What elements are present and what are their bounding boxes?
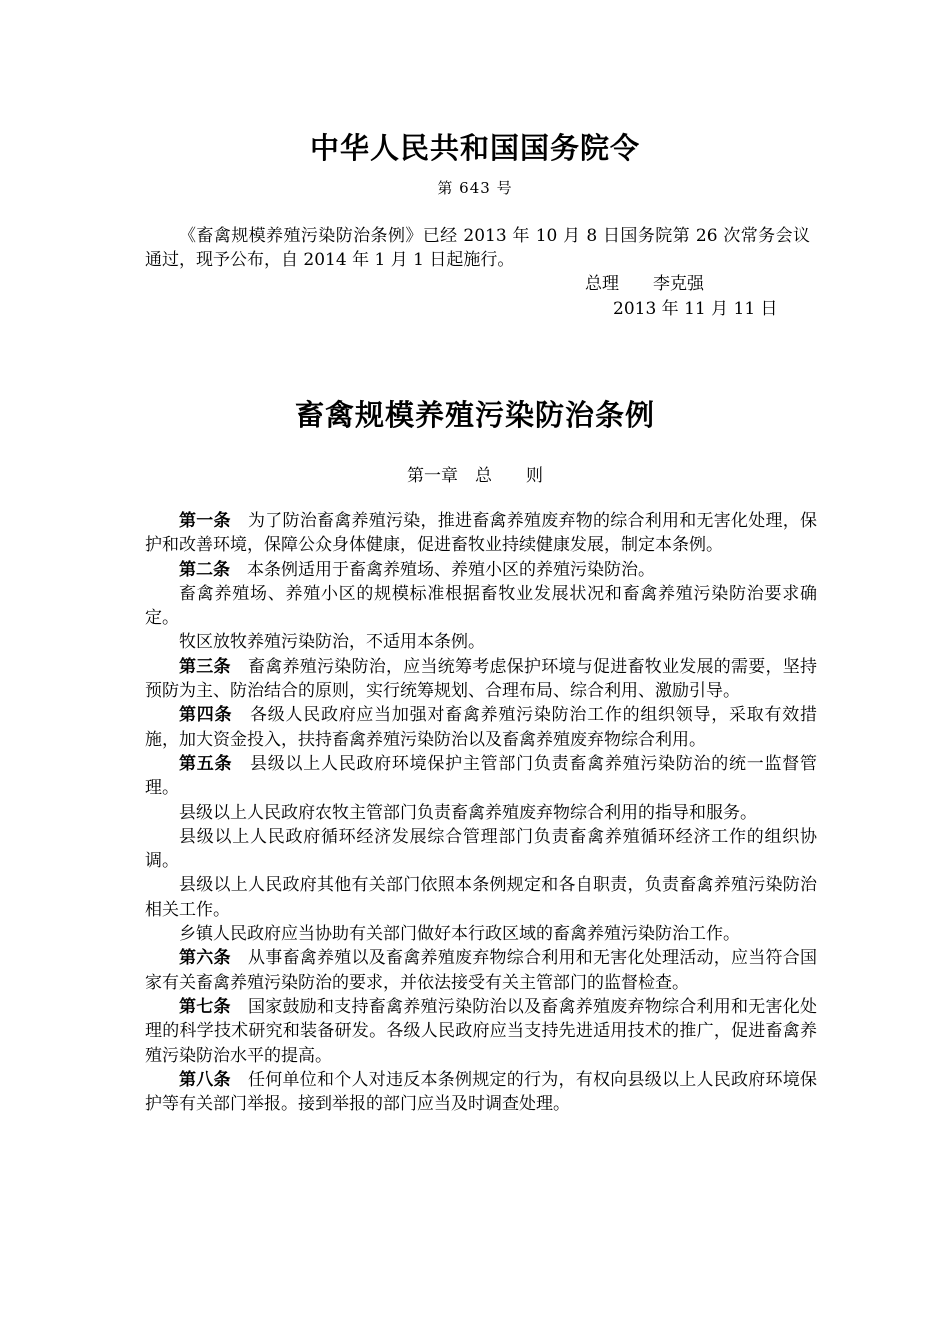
article-text: 本条例适用于畜禽养殖场、养殖小区的养殖污染防治。 (247, 559, 655, 580)
article-subparagraph (145, 582, 817, 631)
decree-signer: 总理 李克强 (585, 274, 704, 294)
article-text: 为了防治畜禽养殖污染，推进畜禽养殖废弃物的综合利用和无害化处理，保护和改善环境，保障公众身体健康，促进畜牧业持续健康发展，制定本条例。 (145, 511, 817, 556)
article-text: 畜禽养殖场、养殖小区的规模标准根据畜牧业发展状况和畜禽养殖污染防治要求确定。 (145, 583, 817, 629)
article-text: 畜禽养殖污染防治，应当统筹考虑保护环境与促进畜牧业发展的需要，坚持预防为主、防治结合的原则，实行统筹规划、合理布局、综合利用、激励引导。 (145, 656, 817, 702)
chapter-heading: 第一章 总 则 (407, 466, 543, 486)
article-text: 县级以上人民政府农牧主管部门负责畜禽养殖废弃物综合利用的指导和服务。 (179, 802, 757, 823)
article-label: 第三条 (179, 656, 231, 677)
article-paragraph (145, 1068, 817, 1117)
article-text: 县级以上人民政府循环经济发展综合管理部门负责畜禽养殖循环经济工作的组织协调。 (145, 826, 817, 872)
article-paragraph (145, 995, 817, 1068)
decree-date: 2013 年 11 月 11 日 (613, 299, 778, 319)
article-subparagraph (145, 801, 817, 825)
article-text: 任何单位和个人对违反本条例规定的行为，有权向县级以上人民政府环境保护等有关部门举报。接到举报的部门应当及时调查处理。 (145, 1069, 817, 1115)
article-label: 第八条 (179, 1069, 231, 1090)
article-label: 第七条 (179, 996, 231, 1017)
article-text: 县级以上人民政府环境保护主管部门负责畜禽养殖污染防治的统一监督管理。 (145, 753, 818, 799)
article-paragraph (145, 655, 817, 704)
article-subparagraph (145, 825, 817, 874)
article-paragraph (145, 752, 817, 801)
decree-title: 中华人民共和国国务院令 (309, 131, 640, 165)
decree-text: 《畜禽规模养殖污染防治条例》已经 2013 年 10 月 8 日国务院第 26 次常务会议通过，现予公布，自 2014 年 1 月 1 日起施行。 (145, 226, 810, 270)
article-paragraph (145, 558, 817, 582)
article-label: 第五条 (179, 753, 233, 774)
decree-number: 第 643 号 (437, 179, 513, 197)
article-text: 各级人民政府应当加强对畜禽养殖污染防治工作的组织领导，采取有效措施，加大资金投入，扶持畜禽养殖污染防治以及畜禽养殖废弃物综合利用。 (145, 705, 818, 750)
article-subparagraph (145, 630, 817, 654)
article-text: 牧区放牧养殖污染防治，不适用本条例。 (179, 632, 485, 653)
article-label: 第一条 (179, 511, 231, 531)
articles-body (145, 509, 817, 1116)
article-text: 乡镇人民政府应当协助有关部门做好本行政区域的畜禽养殖污染防治工作。 (179, 924, 740, 945)
article-text: 国家鼓励和支持畜禽养殖污染防治以及畜禽养殖废弃物综合利用和无害化处理的科学技术研究和装备研发。各级人民政府应当支持先进适用技术的推广，促进畜禽养殖污染防治水平的提高。 (145, 996, 817, 1066)
article-label: 第二条 (179, 559, 230, 580)
article-label: 第六条 (179, 948, 231, 969)
regulation-title: 畜禽规模养殖污染防治条例 (294, 398, 655, 432)
article-text: 从事畜禽养殖以及畜禽养殖废弃物综合利用和无害化处理活动，应当符合国家有关畜禽养殖污染防治的要求，并依法接受有关主管部门的监督检查。 (145, 948, 817, 993)
article-label: 第四条 (179, 705, 233, 726)
article-paragraph (145, 509, 817, 558)
article-paragraph (145, 703, 817, 752)
article-text: 县级以上人民政府其他有关部门依照本条例规定和各自职责，负责畜禽养殖污染防治相关工作。 (145, 875, 817, 920)
article-subparagraph (145, 873, 817, 922)
article-paragraph (145, 946, 817, 995)
article-subparagraph (145, 922, 817, 946)
